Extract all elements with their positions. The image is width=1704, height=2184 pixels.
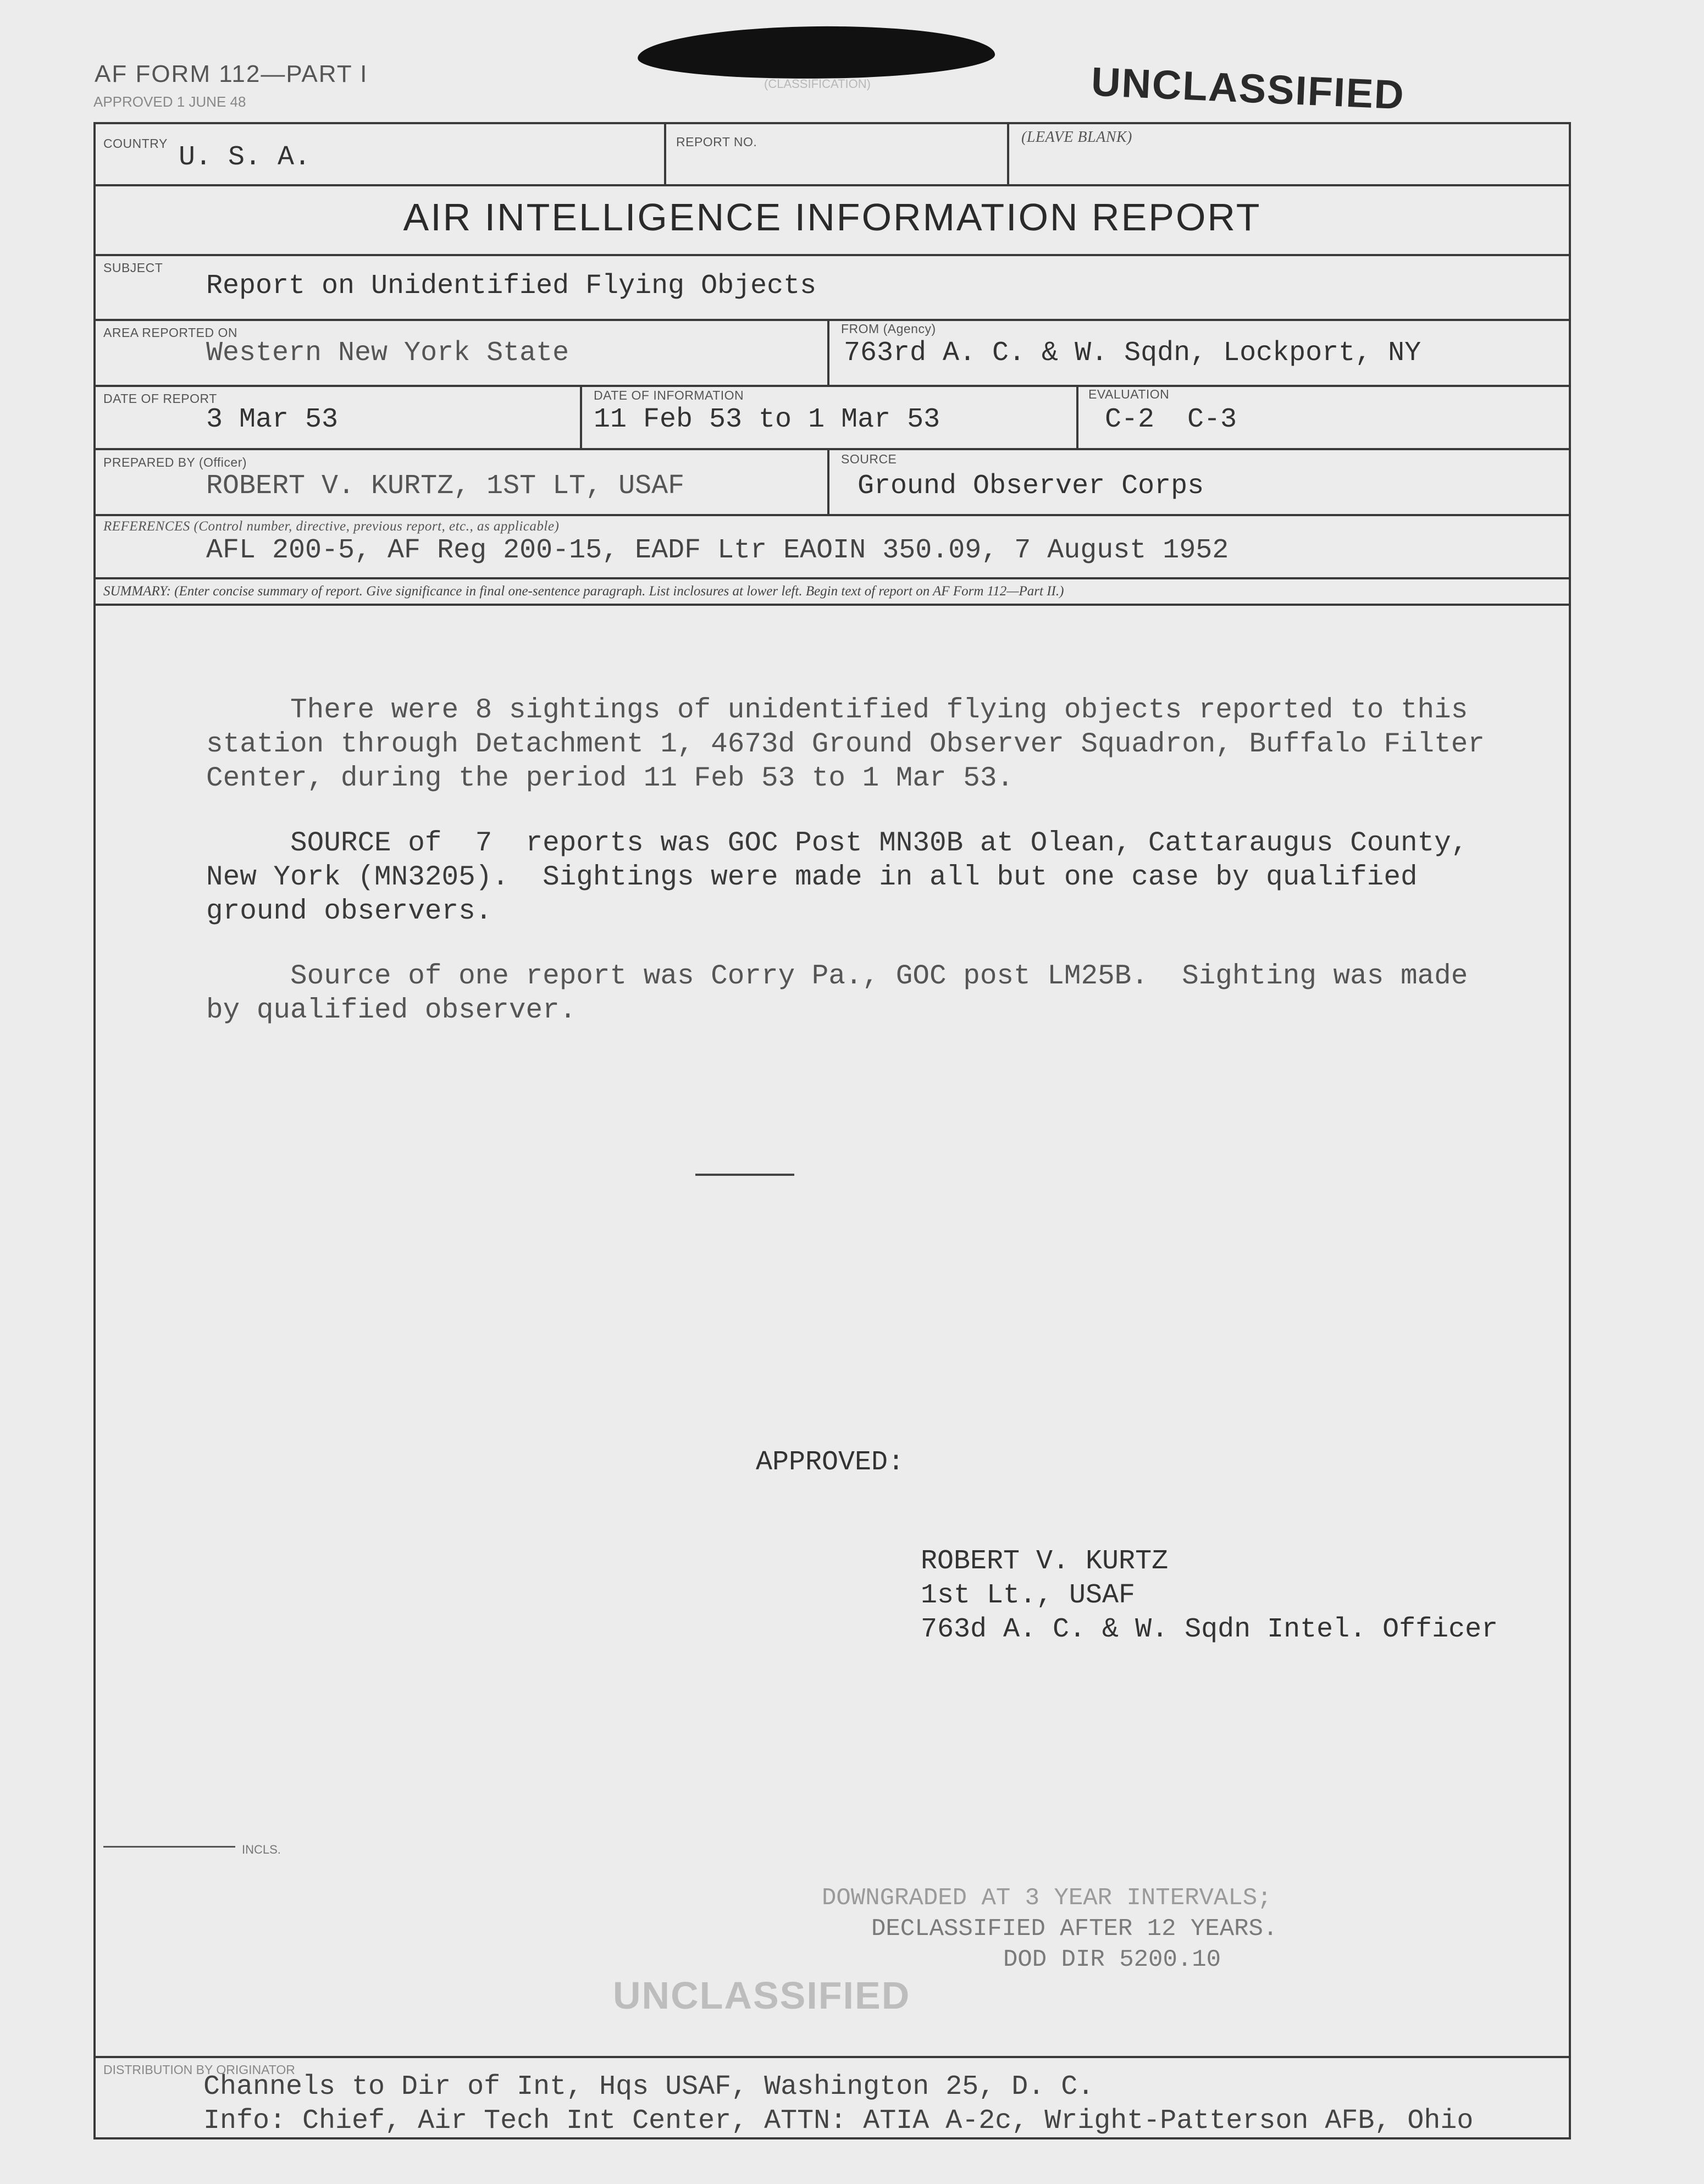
- approver-position: 763d A. C. & W. Sqdn Intel. Officer: [921, 1614, 1498, 1645]
- rule: [1076, 385, 1078, 448]
- summary-para2-line2: New York (MN3205). Sightings were made in all but one case by qualified: [206, 862, 1418, 893]
- classification-stamp-top: UNCLASSIFIED: [1090, 58, 1406, 118]
- distribution-label: DISTRIBUTION BY ORIGINATOR: [103, 2063, 295, 2077]
- form-number: AF FORM 112—PART I: [95, 60, 368, 87]
- evaluation-value: C-2 C-3: [1105, 404, 1237, 435]
- inclosures-line: [103, 1846, 235, 1848]
- leave-blank-label: (LEAVE BLANK): [1021, 129, 1132, 146]
- from-value: 763rd A. C. & W. Sqdn, Lockport, NY: [844, 338, 1421, 369]
- inclosures-label: INCLS.: [242, 1843, 281, 1856]
- date-of-info-label: DATE OF INFORMATION: [594, 388, 744, 402]
- downgrade-line2: DECLASSIFIED AFTER 12 YEARS.: [871, 1915, 1278, 1943]
- summary-para3-line2: by qualified observer.: [206, 995, 577, 1026]
- country-value: U. S. A.: [179, 142, 311, 173]
- report-title: AIR INTELLIGENCE INFORMATION REPORT: [403, 196, 1262, 239]
- rule: [664, 122, 666, 184]
- rule: [827, 448, 829, 514]
- source-value: Ground Observer Corps: [857, 471, 1204, 502]
- classification-caption: (CLASSIFICATION): [764, 77, 871, 91]
- redaction-mark: [637, 23, 995, 81]
- downgrade-line3: DOD DIR 5200.10: [1003, 1946, 1221, 1973]
- references-label: REFERENCES (Control number, directive, previous report, etc., as applicable): [103, 519, 560, 534]
- summary-label: SUMMARY: (Enter concise summary of report. Give significance in final one-sentence paragraph. List inclosures at lower left. Begin text of report on AF Form 112—Part II.): [103, 584, 1064, 599]
- country-label: COUNTRY: [103, 136, 168, 151]
- approver-name: ROBERT V. KURTZ: [921, 1546, 1169, 1577]
- distribution-line2: Info: Chief, Air Tech Int Center, ATTN: ATIA A-2c, Wright-Patterson AFB, Ohio: [203, 2105, 1474, 2137]
- rule: [93, 577, 1571, 579]
- rule: [93, 385, 1571, 387]
- form-approved-date: APPROVED 1 JUNE 48: [93, 93, 246, 110]
- from-label: FROM (Agency): [841, 322, 936, 336]
- rule: [93, 319, 1571, 321]
- area-label: AREA REPORTED ON: [103, 325, 238, 340]
- rule: [93, 254, 1571, 256]
- rule: [1007, 122, 1009, 184]
- report-no-label: REPORT NO.: [676, 135, 757, 149]
- summary-para3-line1: Source of one report was Corry Pa., GOC post LM25B. Sighting was made: [206, 961, 1468, 992]
- date-of-info-value: 11 Feb 53 to 1 Mar 53: [594, 404, 940, 435]
- source-label: SOURCE: [841, 452, 897, 466]
- rule: [827, 319, 829, 385]
- classification-stamp-bottom: UNCLASSIFIED: [613, 1974, 911, 2017]
- stray-mark: [695, 1174, 794, 1176]
- summary-para1-line1: There were 8 sightings of unidentified flying objects reported to this: [206, 695, 1468, 726]
- area-value: Western New York State: [206, 338, 569, 369]
- approved-label: APPROVED:: [756, 1447, 905, 1478]
- rule: [580, 385, 582, 448]
- prepared-by-label: PREPARED BY (Officer): [103, 455, 247, 469]
- summary-para1-line3: Center, during the period 11 Feb 53 to 1 Mar 53.: [206, 763, 1014, 794]
- rule: [93, 514, 1571, 516]
- evaluation-label: EVALUATION: [1088, 387, 1170, 401]
- distribution-line1: Channels to Dir of Int, Hqs USAF, Washington 25, D. C.: [203, 2071, 1094, 2103]
- downgrade-line1: DOWNGRADED AT 3 YEAR INTERVALS;: [822, 1884, 1272, 1912]
- date-of-report-label: DATE OF REPORT: [103, 391, 217, 406]
- summary-para1-line2: station through Detachment 1, 4673d Ground Observer Squadron, Buffalo Filter: [206, 729, 1485, 760]
- approver-rank: 1st Lt., USAF: [921, 1580, 1136, 1611]
- subject-label: SUBJECT: [103, 261, 163, 275]
- rule: [93, 2056, 1571, 2058]
- summary-para2-line1: SOURCE of 7 reports was GOC Post MN30B at Olean, Cattaraugus County,: [206, 828, 1468, 859]
- rule: [93, 604, 1571, 606]
- rule: [93, 448, 1571, 450]
- date-of-report-value: 3 Mar 53: [206, 404, 339, 435]
- references-value: AFL 200-5, AF Reg 200-15, EADF Ltr EAOIN 350.09, 7 August 1952: [206, 535, 1229, 566]
- subject-value: Report on Unidentified Flying Objects: [206, 270, 817, 302]
- rule: [93, 184, 1571, 186]
- prepared-by-value: ROBERT V. KURTZ, 1ST LT, USAF: [206, 471, 685, 502]
- summary-para2-line3: ground observers.: [206, 896, 493, 927]
